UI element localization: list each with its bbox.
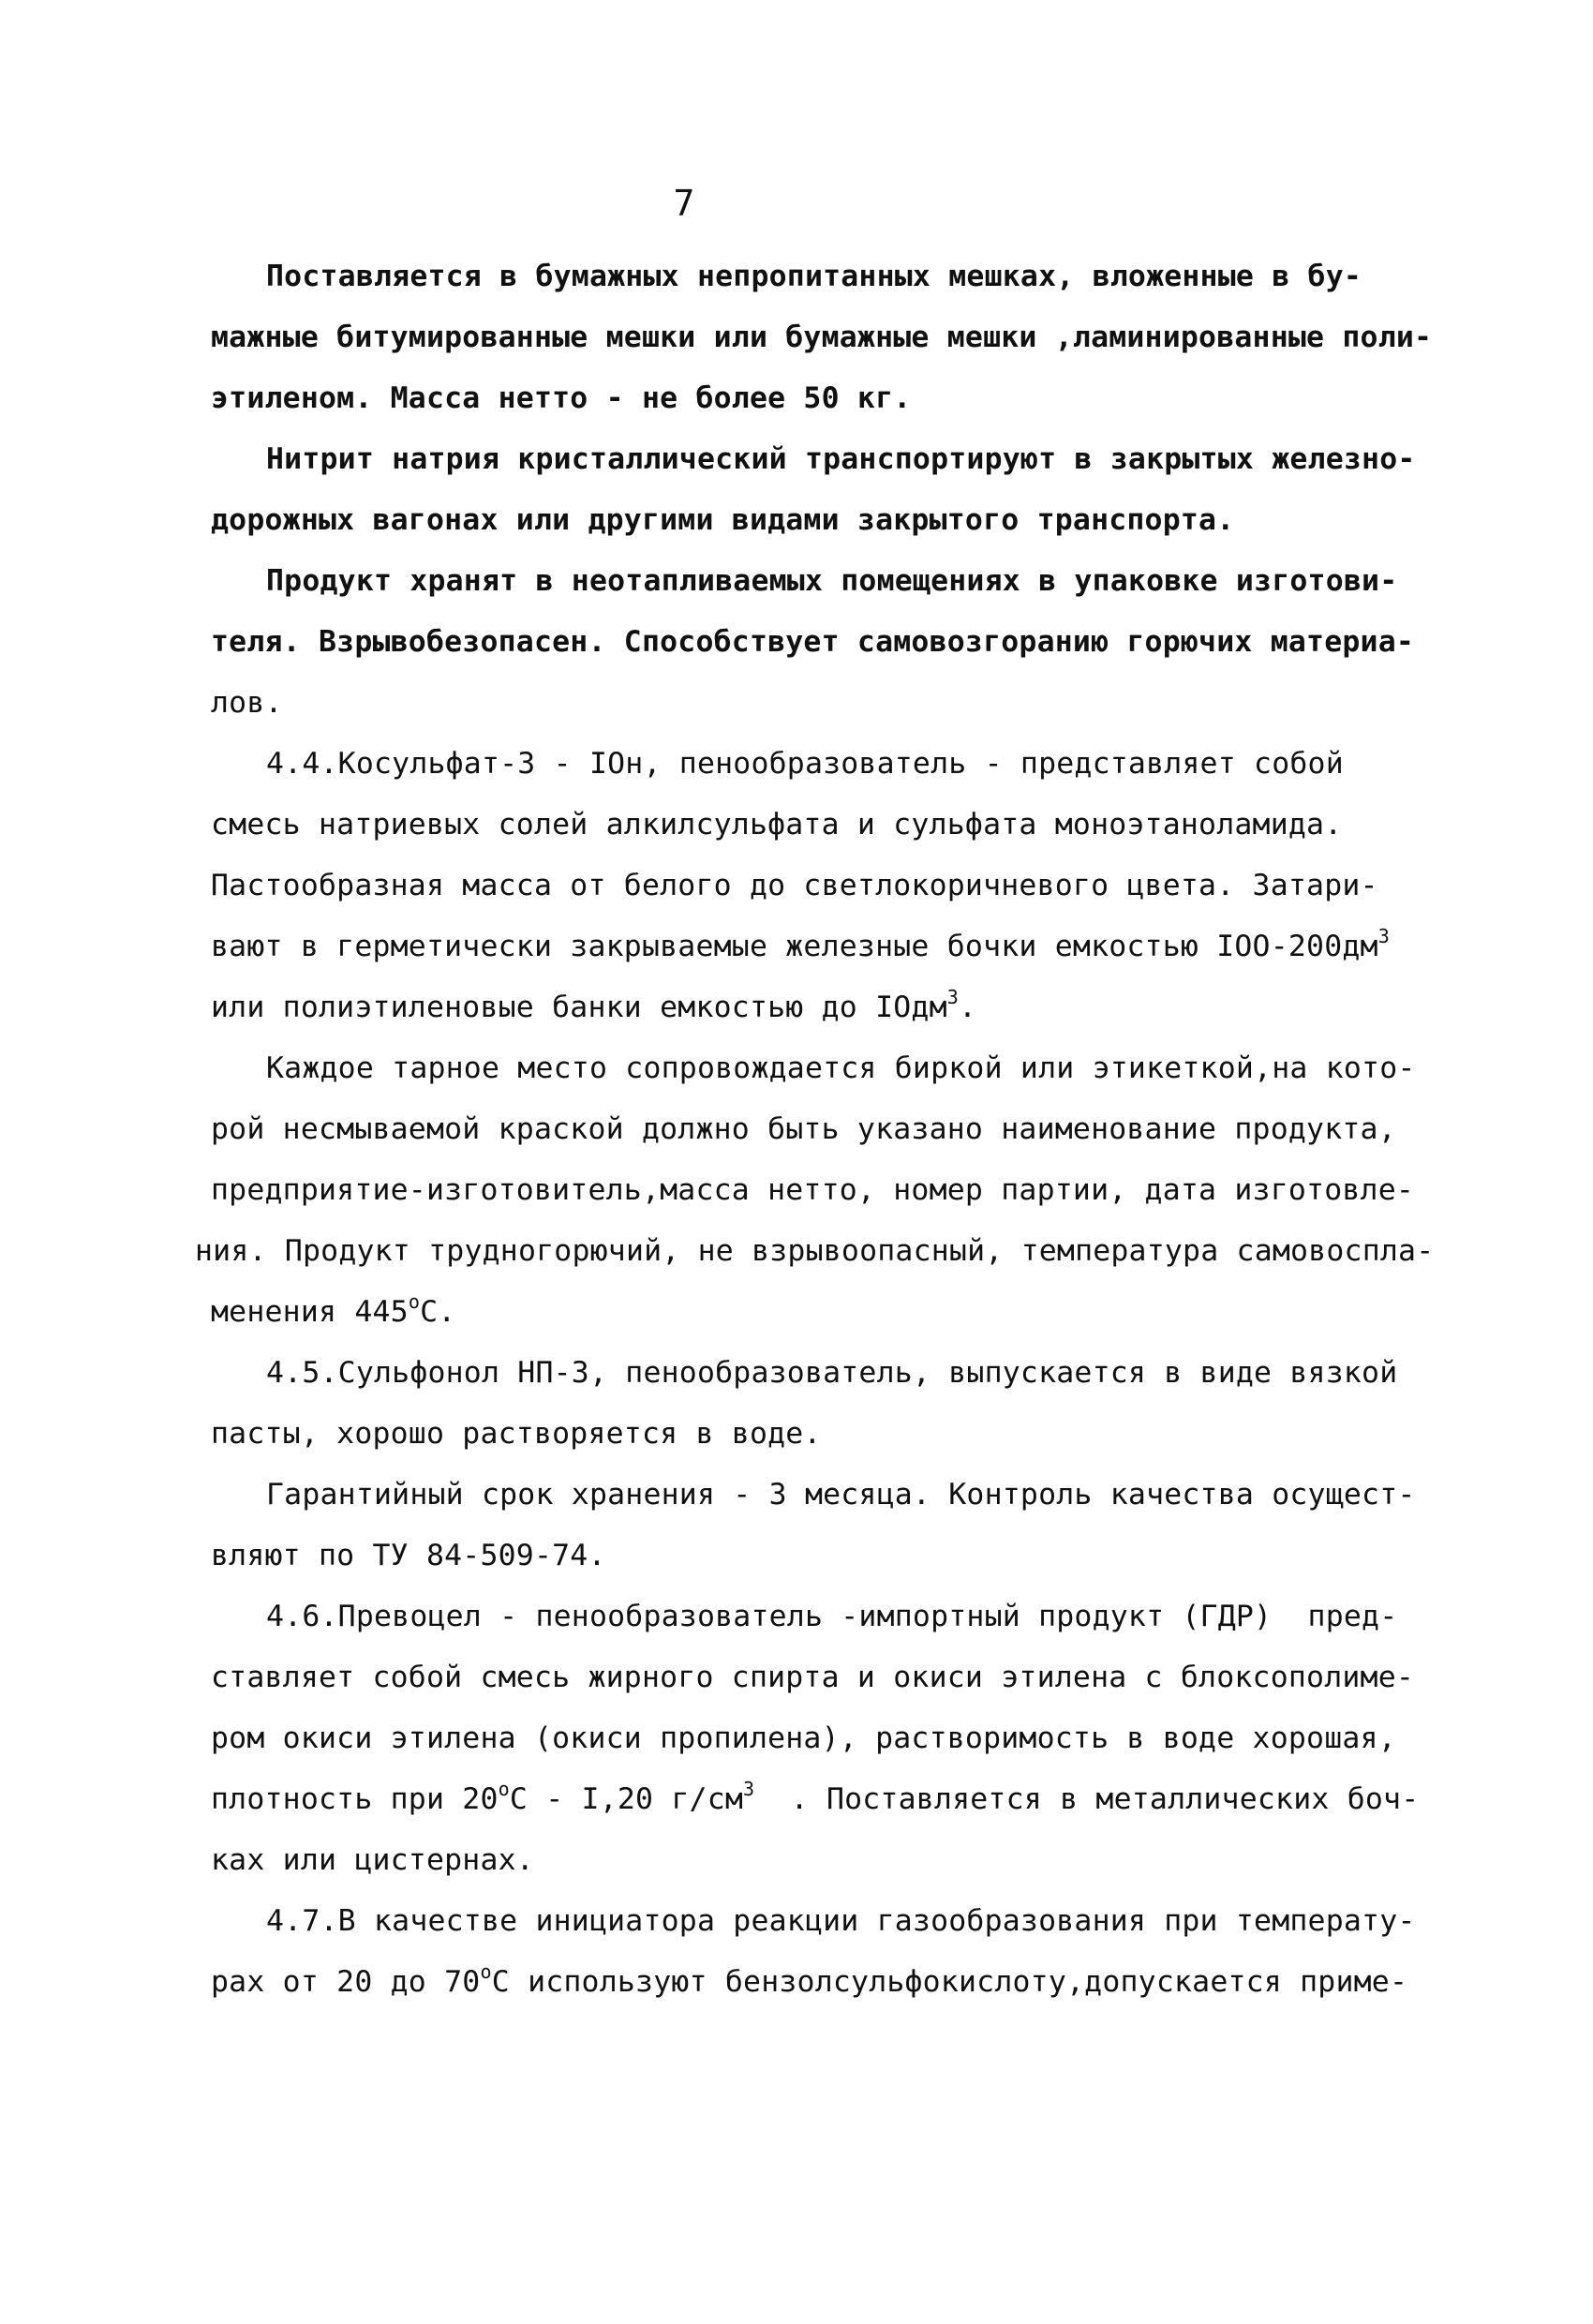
- text-line-19: [266, 1356, 1398, 1390]
- line-text: Поставляется в бумажных непропитанных мешках, вложенные в бу-: [266, 260, 1362, 293]
- line-text: вляют по ТУ 84-509-74.: [211, 1539, 606, 1572]
- text-line-14: [266, 1051, 1416, 1085]
- line-text: смесь натриевых солей алкилсульфата и сульфата моноэтаноламида.: [211, 808, 1343, 842]
- text-line-5: [211, 503, 1235, 537]
- text-line-29: [211, 1960, 1408, 1999]
- line-text: Каждое тарное место сопровождается биркой или этикеткой,на кото-: [266, 1051, 1416, 1085]
- superscript: 3: [946, 986, 959, 1008]
- line-text: 4.5.Сульфонол НП-3, пенообразователь, выпускается в виде вязкой: [266, 1356, 1398, 1390]
- line-text: пасты, хорошо растворяется в воде.: [211, 1417, 822, 1451]
- line-text: теля. Взрывобезопасен. Способствует самовозгоранию горючих материа-: [211, 625, 1415, 659]
- line-text: вают в герметически закрываемые железные бочки емкостью IOO-200дм: [211, 930, 1378, 963]
- line-text: лов.: [211, 686, 283, 720]
- text-line-7: [211, 625, 1415, 659]
- line-text: Пастообразная масса от белого до светлокоричневого цвета. Затари-: [211, 869, 1378, 902]
- line-text-after: .: [959, 991, 977, 1024]
- line-text: менения 445: [211, 1295, 409, 1329]
- line-text: ках или цистернах.: [211, 1843, 534, 1877]
- text-line-25: [211, 1721, 1396, 1755]
- text-line-2: [211, 320, 1433, 354]
- line-text: или полиэтиленовые банки емкостью до IOдм: [211, 991, 947, 1024]
- text-line-11: [211, 869, 1378, 902]
- line-text: дорожных вагонах или другими видами закрытого транспорта.: [211, 503, 1235, 537]
- line-text-after: С - I,20 г/см: [509, 1782, 744, 1816]
- superscript: 3: [1377, 925, 1390, 947]
- text-line-24: [211, 1663, 1414, 1693]
- line-text: Гарантийный срок хранения - 3 месяца. Контроль качества осущест-: [266, 1478, 1416, 1512]
- text-line-4: [266, 442, 1416, 476]
- line-text: 4.6.Превоцел - пенообразователь -импортный продукт (ГДР) пред-: [266, 1600, 1398, 1633]
- line-text: 4.7.В качестве инициатора реакции газообразования при температу-: [266, 1904, 1416, 1938]
- text-line-10: [211, 808, 1343, 842]
- line-text-after: . Поставляется в металлических боч-: [754, 1782, 1420, 1816]
- line-text: 4.4.Косульфат-3 - IOн, пенообразователь - представляет собой: [266, 747, 1344, 781]
- degree-sign: o: [498, 1778, 510, 1800]
- text-line-9: [266, 747, 1344, 781]
- text-line-1: [266, 262, 1372, 292]
- degree-sign: o: [480, 1960, 492, 1983]
- text-line-17: [195, 1234, 1435, 1268]
- line-text: предприятие-изготовитель,масса нетто, номер партии, дата изготовле-: [211, 1173, 1415, 1207]
- degree-sign: o: [408, 1290, 421, 1313]
- line-text-after: С используют бензолсульфокислоту,допускается приме-: [491, 1965, 1408, 1999]
- text-line-12: [211, 925, 1390, 963]
- line-text: рах от 20 до 70: [211, 1965, 481, 1999]
- text-line-8: [211, 686, 283, 720]
- text-line-3: [211, 381, 912, 415]
- text-line-22: [211, 1539, 606, 1572]
- text-line-26: [211, 1778, 1420, 1816]
- text-line-16: [211, 1173, 1415, 1207]
- line-text: мажные битумированные мешки или бумажные мешки ,ламинированные поли-: [211, 320, 1433, 354]
- line-text: Нитрит натрия кристаллический транспортируют в закрытых железно-: [266, 442, 1416, 476]
- line-text-after: С.: [420, 1295, 456, 1329]
- text-line-28: [266, 1904, 1416, 1938]
- text-line-20: [211, 1417, 822, 1451]
- text-line-18: [211, 1290, 456, 1329]
- line-text: рой несмываемой краской должно быть указано наименование продукта,: [211, 1112, 1396, 1146]
- page-number: 7: [673, 183, 695, 224]
- text-line-13: [211, 986, 977, 1024]
- text-line-21: [266, 1478, 1416, 1512]
- line-text: плотность при 20: [211, 1782, 499, 1816]
- line-text: ния. Продукт трудногорючий, не взрывоопасный, температура самовоспла-: [195, 1234, 1435, 1268]
- line-text: этиленом. Масса нетто - не более 50 кг.: [211, 381, 912, 415]
- line-text: ставляет собой смесь жирного спирта и окиси этилена с блоксополиме-: [211, 1661, 1415, 1694]
- text-line-6: [266, 564, 1398, 598]
- text-line-27: [211, 1843, 534, 1877]
- text-line-15: [211, 1112, 1396, 1146]
- text-line-23: [266, 1602, 1397, 1632]
- line-text: ром окиси этилена (окиси пропилена), растворимость в воде хорошая,: [211, 1721, 1396, 1755]
- line-text: Продукт хранят в неотапливаемых помещениях в упаковке изготови-: [266, 564, 1398, 598]
- superscript: 3: [743, 1778, 755, 1800]
